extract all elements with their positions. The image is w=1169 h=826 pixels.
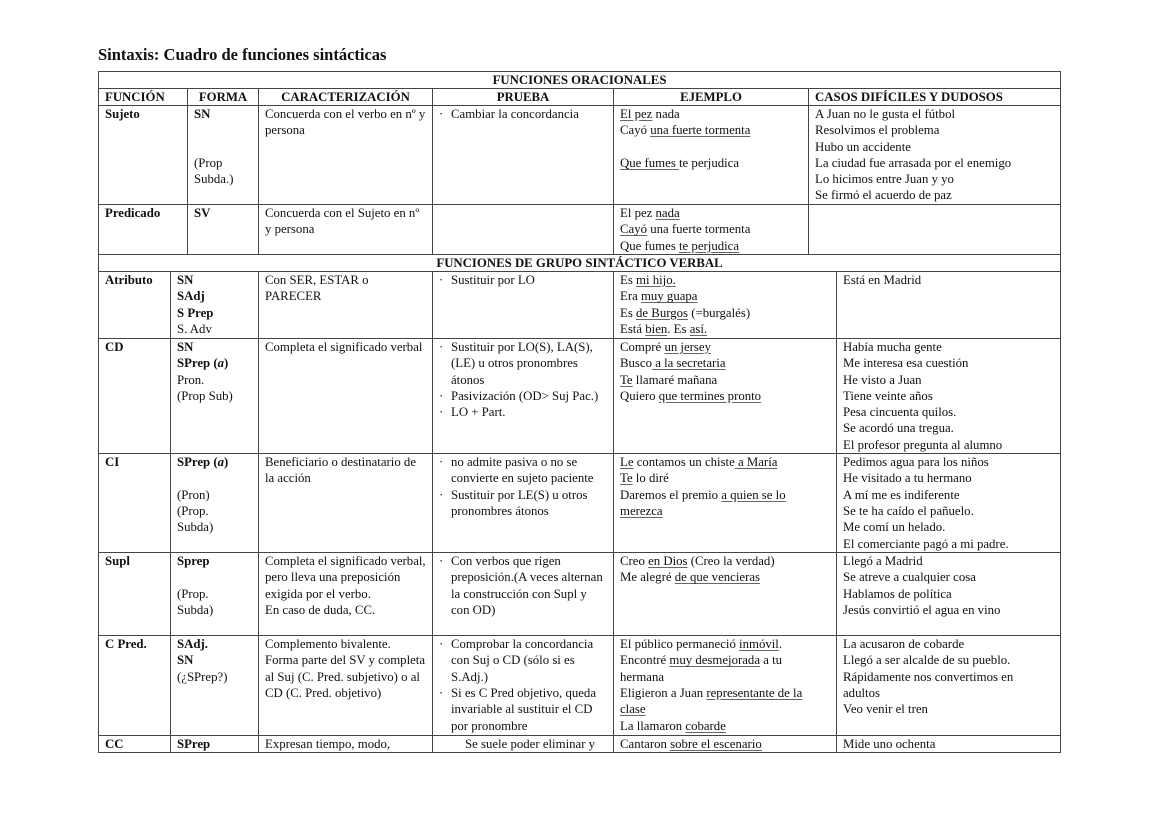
table-row-cd — [99, 339, 1061, 454]
caracterizacion-text: Expresan tiempo, modo, — [265, 737, 391, 752]
caso-line: Pesa cincuenta quilos. — [843, 405, 957, 420]
caso-line: Me comí un helado. — [843, 520, 946, 535]
table-row-ci — [99, 454, 1061, 553]
cell-ejemplo — [614, 205, 809, 255]
cell-ejemplo — [614, 106, 809, 205]
ejemplo-line: Eligieron a Juan representante de la — [620, 685, 803, 700]
cell-casos — [837, 272, 1061, 339]
ejemplo-line: Que fumes te perjudica — [620, 238, 740, 253]
ejemplo-line: Es de Burgos (=burgalés) — [620, 305, 751, 320]
caso-line: Hablamos de política — [843, 586, 952, 601]
cell-casos — [809, 205, 1061, 255]
forma-line: SN — [177, 653, 194, 668]
cell-funcion: Predicado — [99, 205, 188, 255]
prueba-text: Cambiar la concordancia — [451, 107, 579, 121]
caso-line: La acusaron de cobarde — [843, 637, 965, 652]
funciones-grupo-verbal-table — [98, 254, 1061, 753]
highlighted-function: Te — [620, 471, 633, 486]
prueba-text: Con verbos que rigen preposición.(A veces alternan la construcción con Supl y con OD) — [451, 554, 603, 617]
highlighted-function: así. — [689, 321, 708, 336]
highlighted-function: nada — [655, 206, 680, 220]
highlighted-function: muy guapa — [640, 289, 698, 304]
bullet-icon: · — [439, 405, 444, 420]
highlighted-function: a María — [734, 455, 778, 470]
caso-line: Lo hicimos entre Juan y yo — [815, 172, 954, 187]
forma-line: Sprep — [177, 554, 210, 569]
cell-caracterizacion — [259, 636, 433, 736]
cell-casos — [809, 106, 1061, 205]
forma-line: SV — [194, 206, 211, 220]
ejemplo-line: Era muy guapa — [620, 289, 698, 304]
header-casos: CASOS DIFÍCILES Y DUDOSOS — [809, 89, 1061, 106]
prueba-text: Sustituir por LO — [451, 273, 535, 287]
cell-ejemplo — [614, 272, 837, 339]
forma-line: SPrep (a) — [177, 356, 229, 371]
caso-line: El profesor pregunta al alumno — [843, 437, 1003, 452]
caso-line: Se atreve a cualquier cosa — [843, 570, 976, 585]
ejemplo-line: Compré un jersey — [620, 340, 711, 354]
highlighted-function: Le — [620, 455, 634, 470]
prueba-text: no admite pasiva o no se convierte en sujeto paciente — [451, 455, 594, 486]
caso-line: La ciudad fue arrasada por el enemigo — [815, 155, 1012, 170]
cell-funcion: C Pred. — [99, 636, 171, 736]
highlighted-function: cobarde — [685, 718, 726, 733]
table-row-atributo — [99, 272, 1061, 339]
highlighted-function: mi hijo. — [636, 273, 676, 287]
bullet-icon: · — [439, 637, 444, 652]
caracterizacion-text: En caso de duda, CC. — [265, 602, 376, 617]
caso-line: He visitado a tu hermano — [843, 471, 972, 486]
cell-forma — [171, 339, 259, 454]
cell-forma — [171, 736, 259, 753]
cell-funcion: CD — [99, 339, 171, 454]
ejemplo-line: Daremos el premio a quien se lo — [620, 487, 786, 502]
cell-forma — [171, 272, 259, 339]
caso-line: adultos — [843, 685, 880, 700]
ejemplo-line: Encontré muy desmejorada a tu — [620, 653, 783, 668]
table-row-predicado — [99, 205, 1061, 255]
table-row-cc — [99, 736, 1061, 753]
prueba-text: Se suele poder eliminar y — [465, 737, 596, 752]
highlighted-function: El pez — [620, 107, 653, 121]
cell-funcion: Atributo — [99, 272, 171, 339]
caracterizacion-text: Concuerda con el verbo en nº y persona — [265, 107, 426, 138]
cell-prueba — [433, 454, 614, 553]
bullet-icon: · — [439, 107, 444, 121]
bullet-icon: · — [439, 340, 444, 354]
ejemplo-line: Me alegré de que vencieras — [620, 570, 760, 585]
caracterizacion-text: Completa el significado verbal — [265, 340, 423, 354]
cell-funcion: Supl — [99, 553, 171, 636]
caso-line: Hubo un accidente — [815, 139, 911, 154]
caso-line: Había mucha gente — [843, 340, 942, 354]
highlighted-function: Te — [620, 372, 633, 387]
cell-casos — [837, 553, 1061, 636]
prueba-item — [439, 487, 607, 520]
caso-line: Jesús convirtió el agua en vino — [843, 602, 1001, 617]
bullet-icon: · — [439, 388, 444, 403]
cell-funcion: CI — [99, 454, 171, 553]
highlighted-function: que termines pronto — [658, 388, 762, 403]
highlighted-function: muy desmejorada — [669, 653, 761, 668]
cell-forma — [188, 205, 259, 255]
forma-line: SN — [177, 340, 194, 354]
cell-ejemplo — [614, 553, 837, 636]
highlighted-function: te perjudica — [679, 238, 740, 253]
cell-casos — [837, 454, 1061, 553]
forma-line: (¿SPrep?) — [177, 669, 228, 684]
prueba-item — [439, 106, 607, 122]
forma-line: (Prop. — [177, 586, 209, 601]
highlighted-function: merezca — [620, 503, 663, 518]
ejemplo-line: Está bien. Es así. — [620, 321, 708, 336]
ejemplo-line: Que fumes te perjudica — [620, 155, 740, 170]
forma-line: (Prop. — [177, 503, 209, 518]
ejemplo-line: Quiero que termines pronto — [620, 388, 762, 403]
forma-line: Subda) — [177, 520, 214, 535]
bullet-icon: · — [439, 685, 444, 700]
cell-funcion: Sujeto — [99, 106, 188, 205]
caracterizacion-text: Concuerda con el Sujeto en nº y persona — [265, 206, 420, 237]
prueba-text: Si es C Pred objetivo, queda invariable al sustituir el CD por pronombre — [451, 685, 597, 733]
forma-line: SPrep (a) — [177, 455, 229, 470]
cell-caracterizacion — [259, 272, 433, 339]
cell-caracterizacion — [259, 454, 433, 553]
highlighted-function: representante de la — [706, 685, 803, 700]
prueba-text: LO + Part. — [451, 405, 506, 420]
cell-forma — [171, 454, 259, 553]
header-ejemplo: EJEMPLO — [614, 89, 809, 106]
cell-forma — [171, 636, 259, 736]
forma-line: Subda.) — [194, 172, 234, 187]
forma-line — [194, 139, 252, 155]
caso-line: Llegó a Madrid — [843, 554, 923, 569]
caso-line: A mí me es indiferente — [843, 487, 960, 502]
ejemplo-line: Es mi hijo. — [620, 273, 676, 287]
caso-line: Tiene veinte años — [843, 388, 933, 403]
prueba-text: Sustituir por LO(S), LA(S), (LE) u otros pronombres átonos — [451, 340, 593, 387]
cell-ejemplo — [614, 736, 837, 753]
cell-prueba — [433, 636, 614, 736]
ejemplo-line: El pez nada — [620, 206, 680, 220]
caso-line: Veo venir el tren — [843, 702, 928, 717]
prueba-item — [439, 636, 607, 685]
prueba-text: Comprobar la concordancia con Suj o CD (sólo si es S.Adj.) — [451, 637, 594, 684]
forma-line: SAdj. — [177, 637, 208, 652]
ejemplo-line: El público permaneció inmóvil. — [620, 637, 783, 652]
table-row-supl — [99, 553, 1061, 636]
table-row-sujeto — [99, 106, 1061, 205]
table-row-c-pred — [99, 636, 1061, 736]
cell-prueba — [433, 106, 614, 205]
ejemplo-line: Le contamos un chiste a María — [620, 455, 778, 470]
section-heading-grupo-verbal: FUNCIONES DE GRUPO SINTÁCTICO VERBAL — [99, 255, 1061, 272]
forma-line: SN — [177, 273, 194, 287]
header-forma: FORMA — [188, 89, 259, 106]
highlighted-function: bien — [645, 321, 668, 336]
caso-line: Mide uno ochenta — [843, 737, 936, 752]
cell-casos — [837, 636, 1061, 736]
highlighted-function: Que fumes — [620, 155, 679, 170]
highlighted-function: Cayó — [620, 222, 648, 237]
section-heading-oracionales: FUNCIONES ORACIONALES — [99, 72, 1061, 89]
prueba-item — [439, 685, 607, 734]
ejemplo-line: Cayó una fuerte tormenta — [620, 123, 751, 138]
forma-line: SN — [194, 107, 211, 121]
bullet-icon: · — [439, 455, 444, 470]
bullet-icon: · — [439, 273, 444, 287]
cell-ejemplo — [614, 636, 837, 736]
highlighted-function: clase — [620, 702, 646, 717]
forma-line — [177, 470, 252, 486]
ejemplo-line: Cayó una fuerte tormenta — [620, 222, 751, 237]
bullet-icon: · — [439, 554, 444, 569]
prueba-text: Sustituir por LE(S) u otros pronombres átonos — [451, 487, 588, 518]
header-prueba: PRUEBA — [433, 89, 614, 106]
prueba-item — [439, 388, 607, 404]
prueba-text: Pasivización (OD> Suj Pac.) — [451, 388, 599, 403]
caso-line: Se te ha caído el pañuelo. — [843, 503, 974, 518]
ejemplo-line: hermana — [620, 669, 665, 684]
forma-line: (Pron) — [177, 487, 210, 502]
cell-prueba — [433, 553, 614, 636]
ejemplo-line: Cantaron sobre el escenario — [620, 737, 762, 752]
highlighted-function: a la secretaria — [652, 356, 726, 371]
page-title: Sintaxis: Cuadro de funciones sintácticas — [98, 45, 387, 64]
forma-line: S. Adv — [177, 321, 212, 336]
ejemplo-line: El pez nada — [620, 107, 680, 121]
caso-line: Está en Madrid — [843, 273, 922, 287]
cell-caracterizacion — [259, 553, 433, 636]
caso-line: A Juan no le gusta el fútbol — [815, 107, 956, 121]
ejemplo-line: Creo en Dios (Creo la verdad) — [620, 554, 775, 569]
caso-line: Llegó a ser alcalde de su pueblo. — [843, 653, 1011, 668]
bullet-icon: · — [439, 487, 444, 502]
forma-line — [177, 569, 252, 585]
prueba-item — [439, 339, 607, 388]
prueba-item — [439, 454, 607, 487]
cell-casos — [837, 736, 1061, 753]
ejemplo-line: Busco a la secretaria — [620, 356, 726, 371]
cell-caracterizacion — [259, 736, 433, 753]
caracterizacion-text: Con SER, ESTAR o PARECER — [265, 273, 369, 304]
ejemplo-line: La llamaron cobarde — [620, 718, 726, 733]
cell-prueba — [433, 339, 614, 454]
caracterizacion-text: Completa el significado verbal, pero lleva una preposición exigida por el verbo. — [265, 554, 426, 601]
ejemplo-line — [620, 139, 802, 155]
cell-funcion: CC — [99, 736, 171, 753]
column-header-row — [99, 89, 1061, 106]
forma-line: Subda) — [177, 602, 214, 617]
cell-forma — [171, 553, 259, 636]
ejemplo-line: Te llamaré mañana — [620, 372, 718, 387]
prueba-item — [439, 272, 607, 288]
forma-line: (Prop — [194, 155, 223, 170]
cell-casos — [837, 339, 1061, 454]
highlighted-function: un jersey — [664, 340, 711, 354]
caso-line: Me interesa esa cuestión — [843, 356, 969, 371]
cell-caracterizacion — [259, 205, 433, 255]
cell-ejemplo — [614, 454, 837, 553]
forma-line: SAdj — [177, 289, 205, 304]
cell-prueba — [433, 736, 614, 753]
forma-line: S Prep — [177, 305, 214, 320]
prueba-item — [439, 553, 607, 618]
highlighted-function: de Burgos — [636, 305, 689, 320]
cell-prueba — [433, 272, 614, 339]
forma-line — [194, 122, 252, 138]
cell-caracterizacion — [259, 339, 433, 454]
forma-line: Pron. — [177, 372, 205, 387]
caso-line: Se acordó una tregua. — [843, 421, 954, 436]
caso-line: Pedimos agua para los niños — [843, 455, 989, 470]
cell-forma — [188, 106, 259, 205]
highlighted-function: una fuerte tormenta — [650, 123, 751, 138]
caso-line: El comerciante pagó a mi padre. — [843, 536, 1009, 551]
caso-line: Se firmó el acuerdo de paz — [815, 188, 952, 203]
ejemplo-line — [620, 701, 830, 717]
cell-prueba — [433, 205, 614, 255]
highlighted-function: de que vencieras — [674, 570, 760, 585]
caracterizacion-text: Beneficiario o destinatario de la acción — [265, 455, 417, 486]
forma-line: SPrep — [177, 737, 211, 752]
highlighted-function: a quien se lo — [721, 487, 786, 502]
header-caracterizacion: CARACTERIZACIÓN — [259, 89, 433, 106]
header-funcion: FUNCIÓN — [99, 89, 188, 106]
caracterizacion-text: Complemento bivalente. Forma parte del SV y completa al Suj (C. Pred. subjetivo) o al CD (C. Pred. objetivo) — [265, 637, 426, 700]
forma-line: (Prop Sub) — [177, 388, 233, 403]
ejemplo-line — [620, 503, 830, 519]
caso-line: Resolvimos el problema — [815, 123, 940, 138]
funciones-oracionales-table — [98, 71, 1061, 255]
prueba-item — [439, 404, 607, 420]
ejemplo-line: Te lo diré — [620, 471, 669, 486]
highlighted-function: inmóvil — [739, 637, 779, 652]
cell-ejemplo — [614, 339, 837, 454]
highlighted-function: sobre el escenario — [670, 737, 762, 752]
caso-line: He visto a Juan — [843, 372, 922, 387]
highlighted-function: en Dios — [648, 554, 688, 569]
cell-caracterizacion — [259, 106, 433, 205]
caso-line: Rápidamente nos convertimos en — [843, 669, 1014, 684]
